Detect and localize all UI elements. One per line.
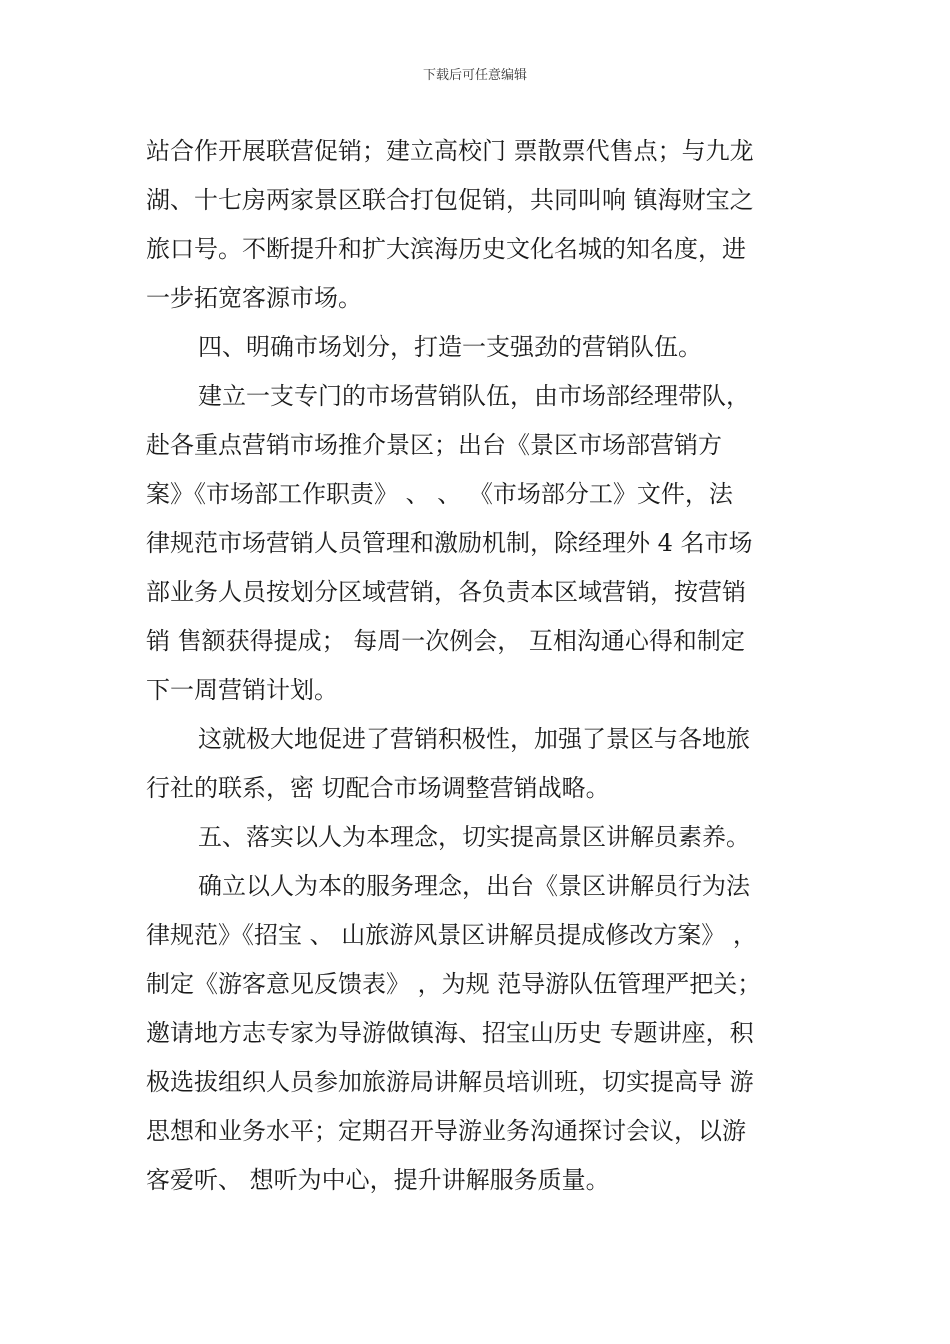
text-line: 一步拓宽客源市场。 <box>146 284 362 312</box>
text-line: 销 售额获得提成； 每周一次例会， 互相沟通心得和制定 <box>146 627 745 655</box>
text-line: 制定《游客意见反馈表》 ，为规 范导游队伍管理严把关； <box>146 970 762 998</box>
text-line: 站合作开展联营促销；建立高校门 票散票代售点；与九龙 <box>146 137 754 165</box>
text-line: 旅口号。不断提升和扩大滨海历史文化名城的知名度，进 <box>146 235 746 263</box>
text-line: 案》《市场部工作职责》 、 、 《市场部分工》文件，法 <box>146 480 733 508</box>
text-line: 思想和业务水平；定期召开导游业务沟通探讨会议，以游 <box>146 1117 746 1145</box>
text-line: 律规范》《招宝 、 山旅游风景区讲解员提成修改方案》 ， <box>146 921 757 949</box>
document-body <box>146 127 816 1205</box>
text-line: 行社的联系，密 切配合市场调整营销战略。 <box>146 774 610 802</box>
section-heading: 五、落实以人为本理念，切实提高景区讲解员素养。 <box>198 823 750 851</box>
text-line: 建立一支专门的市场营销队伍，由市场部经理带队， <box>198 382 750 410</box>
text-line: 这就极大地促进了营销积极性，加强了景区与各地旅 <box>198 725 750 753</box>
text-line: 客爱听、 想听为中心，提升讲解服务质量。 <box>146 1166 610 1194</box>
text-line: 部业务人员按划分区域营销，各负责本区域营销，按营销 <box>146 578 746 606</box>
text-line: 邀请地方志专家为导游做镇海、招宝山历史 专题讲座，积 <box>146 1019 754 1047</box>
text-line: 确立以人为本的服务理念，出台《景区讲解员行为法 <box>198 872 750 900</box>
text-line: 律规范市场营销人员管理和激励机制，除经理外 4 名市场 <box>146 529 753 557</box>
page-header: 下载后可任意编辑 <box>422 68 527 83</box>
text-line: 赴各重点营销市场推介景区；出台《景区市场部营销方 <box>146 431 722 459</box>
text-line: 湖、十七房两家景区联合打包促销，共同叫响 镇海财宝之 <box>146 186 754 214</box>
text-line: 下一周营销计划。 <box>146 676 338 704</box>
text-line: 极选拔组织人员参加旅游局讲解员培训班，切实提高导 游 <box>146 1068 754 1096</box>
section-heading: 四、明确市场划分，打造一支强劲的营销队伍。 <box>198 333 702 361</box>
